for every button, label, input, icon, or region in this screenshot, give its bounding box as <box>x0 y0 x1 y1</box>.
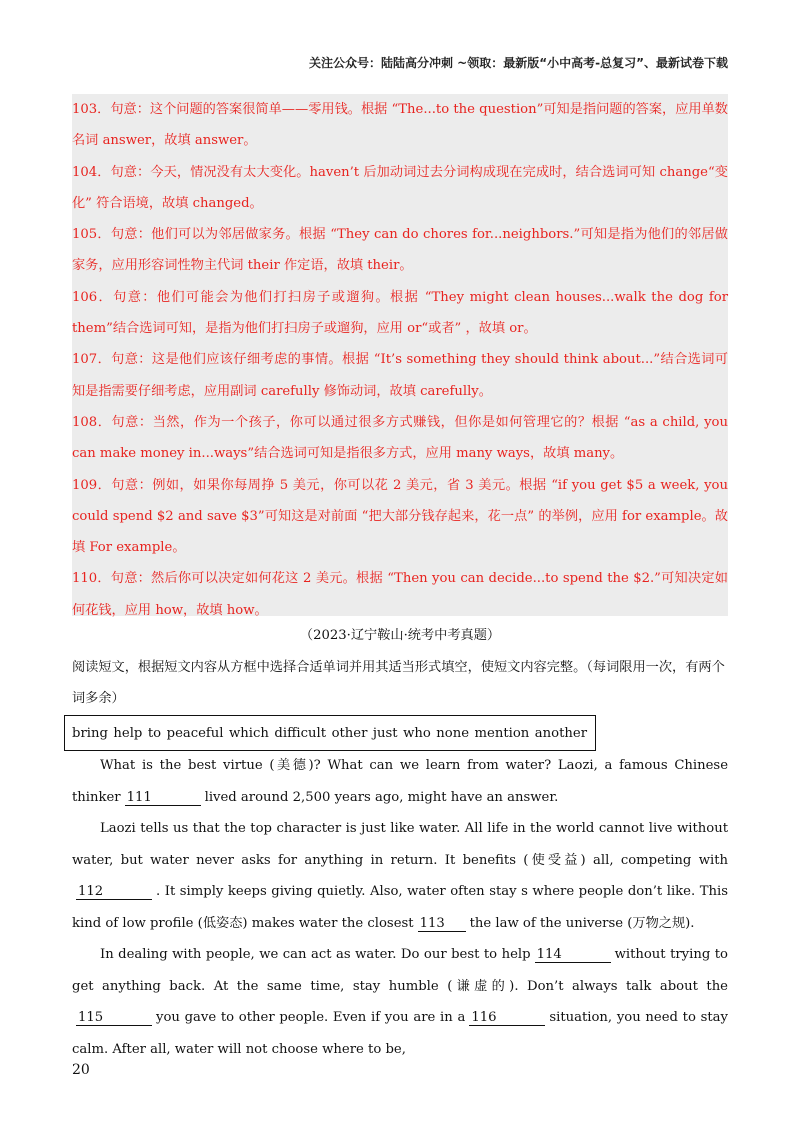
passage-text: lived around 2,500 years ago, might have an answer. <box>204 789 559 805</box>
word-option: who <box>403 725 431 741</box>
passage-text: without trying to get anything back. At the same time, stay humble (谦虚的). Don’t always talk about the <box>72 947 728 994</box>
word-option: none <box>436 725 470 741</box>
passage-text: Laozi tells us that the top character is just like water. All life in the world cannot live without water, but water never asks for anything in return. It benefits (使受益) all, competing with <box>72 821 728 868</box>
passage-text: the law of the universe (万物之规). <box>469 915 695 931</box>
blank-113[interactable]: 113 <box>418 916 466 932</box>
passage-paragraph-3 <box>72 939 728 1065</box>
blank-116[interactable]: 116 <box>469 1010 545 1026</box>
word-option: help <box>113 725 143 741</box>
exam-source: （2023·辽宁鞍山·统考中考真题） <box>299 628 501 643</box>
word-option: just <box>372 725 398 741</box>
passage-paragraph-2 <box>72 813 728 939</box>
answer-106: 106．句意：他们可能会为他们打扫房子或遛狗。根据 “They might clean houses...walk the dog for them”结合选词可知，是指为他们打扫房子或遛狗，应用 or“或者” ，故填 or。 <box>72 289 728 337</box>
word-option: which <box>229 725 269 741</box>
answer-107: 107．句意：这是他们应该仔细考虑的事情。根据 “It’s something they should think about...”结合选词可知是指需要仔细考虑，应用副词 carefully 修饰动词，故填 carefully。 <box>72 352 728 399</box>
passage-paragraph-1 <box>72 750 728 813</box>
blank-112[interactable]: 112 <box>76 884 152 900</box>
blank-114[interactable]: 114 <box>535 947 611 963</box>
answer-110: 110．句意：然后你可以决定如何花这 2 美元。根据 “Then you can decide...to spend the $2.”可知决定如何花钱，应用 how，故填 how。 <box>72 571 728 618</box>
passage-text: you gave to other people. Even if you are in a <box>156 1010 466 1025</box>
word-option: other <box>331 725 368 741</box>
instruction-text: 阅读短文，根据短文内容从方框中选择合适单词并用其适当形式填空，使短文内容完整。（每词限用一次，有两个词多余） <box>72 660 725 706</box>
passage-text: . It simply keeps giving quietly. Also, water often stay s where people don’t like. This kind of low profile (低姿态) makes water the closest <box>72 884 728 931</box>
word-option: difficult <box>274 725 327 741</box>
page-number: 20 <box>72 1062 90 1078</box>
word-option: peaceful <box>166 725 224 741</box>
answer-explanations <box>72 94 728 616</box>
blank-115[interactable]: 115 <box>76 1010 152 1026</box>
passage-text: What is the best virtue (美德)? What can we learn from water? Laozi, a famous Chinese thinker <box>72 758 728 805</box>
answer-108: 108．句意：当然，作为一个孩子，你可以通过很多方式赚钱，但你是如何管理它的？根据 “as a child, you can make money in...ways”结合选词可知是指很多方式，应用 many ways，故填 many。 <box>72 414 728 462</box>
passage-text: situation, you need to stay calm. After all, water will not choose where to be, <box>72 1010 728 1057</box>
answer-105: 105．句意：他们可以为邻居做家务。根据 “They can do chores for...neighbors.”可知是指为他们的邻居做家务，应用形容词性物主代词 their 作定语，故填 their。 <box>72 227 728 274</box>
answer-103: 103．句意：这个问题的答案很简单——零用钱。根据 “The...to the question”可知是指问题的答案，应用单数名词 answer，故填 answer。 <box>72 102 728 149</box>
word-option: bring <box>72 725 108 741</box>
word-option: mention <box>474 725 530 741</box>
word-option: another <box>534 725 587 741</box>
word-box <box>64 715 596 751</box>
word-option: to <box>147 725 162 741</box>
answer-104: 104．句意：今天，情况没有太大变化。haven’t 后加动词过去分词构成现在完成时，结合选词可知 change“变化” 符合语境，故填 changed。 <box>72 164 728 211</box>
passage-text: In dealing with people, we can act as water. Do our best to help <box>100 947 531 962</box>
blank-111[interactable]: 111 <box>125 790 201 806</box>
page-header: 关注公众号：陆陆高分冲刺 ~领取：最新版“小中高考-总复习”、最新试卷下载 <box>309 56 728 70</box>
reading-passage <box>72 750 728 1065</box>
answer-109: 109．句意：例如，如果你每周挣 5 美元，你可以花 2 美元，省 3 美元。根据 “if you get $5 a week, you could spend $2 and save $3”可知这是对前面 “把大部分钱存起来，花一点” 的举例，应用 for example。故填 For example。 <box>72 477 728 556</box>
